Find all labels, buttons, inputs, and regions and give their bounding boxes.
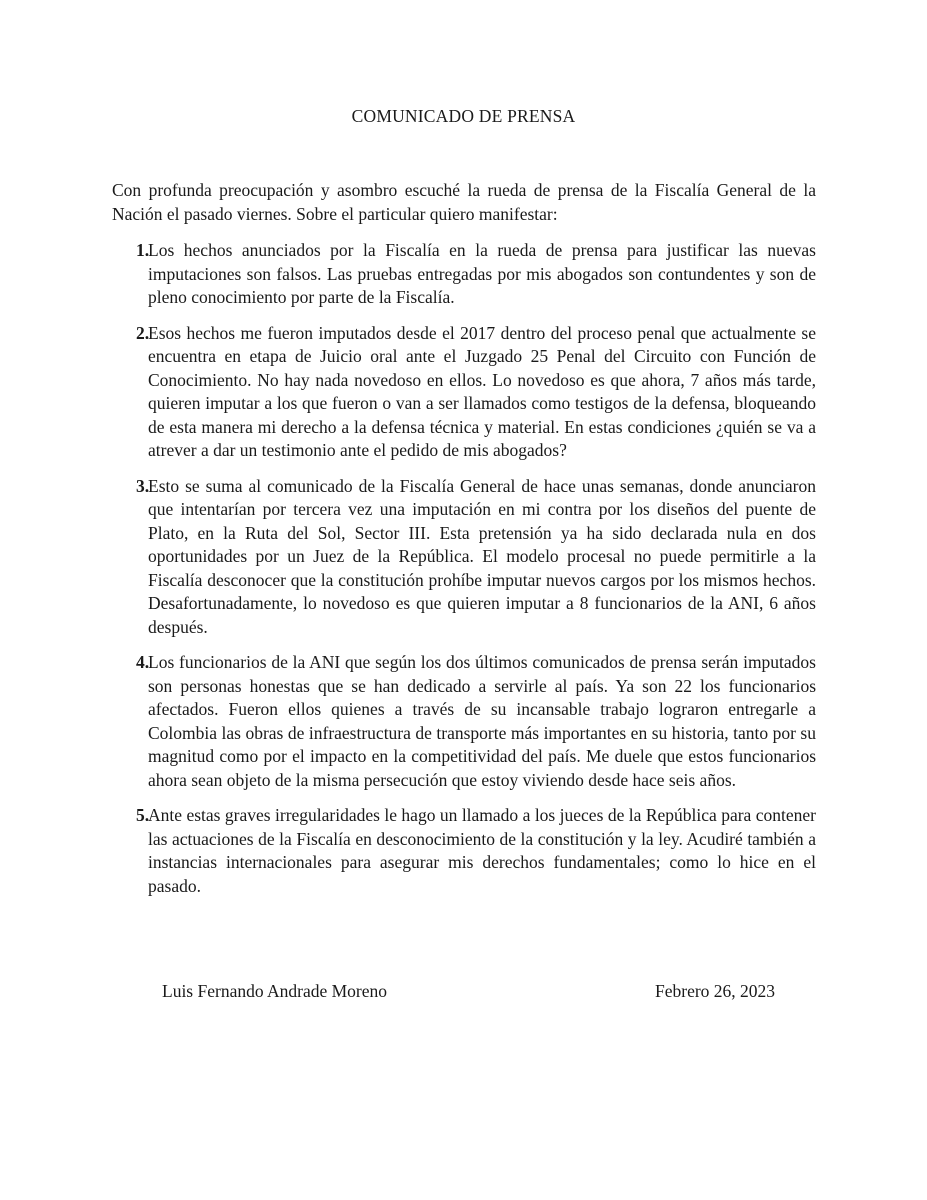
point-text: Los funcionarios de la ANI que según los dos últimos comunicados de prensa serán imputados son personas honestas que se han dedicado a servirle al país. Ya son 22 los funcionarios afectados. Fueron ellos quienes a través de su incansable trabajo lograron entregarle a Colombia las obras de infraestructura de transporte más importantes en su historia, tanto por su magnitud como por el impacto en la competitividad del país. Me duele que estos funcionarios ahora sean objeto de la misma persecución que estoy viviendo desde hace seis años.: [148, 652, 816, 790]
point-text: Esos hechos me fueron imputados desde el 2017 dentro del proceso penal que actualmente se encuentra en etapa de Juicio oral ante el Juzgado 25 Penal del Circuito con Función de Conocimiento. No hay nada novedoso en ellos. Lo novedoso es que ahora, 7 años más tarde, quieren imputar a los que fueron o van a ser llamados como testigos de la defensa, bloqueando de esta manera mi derecho a la defensa técnica y material. En estas condiciones ¿quién se va a atrever a dar un testimonio ante el pedido de mis abogados?: [148, 322, 816, 460]
list-item: [112, 475, 816, 640]
point-number: 5.: [136, 805, 150, 825]
signature-name: Luis Fernando Andrade Moreno: [162, 981, 388, 1001]
intro-paragraph: Con profunda preocupación y asombro escuché la rueda de prensa de la Fiscalía General de la Nación el pasado viernes. Sobre el particular quiero manifestar:: [112, 180, 816, 224]
point-text: Esto se suma al comunicado de la Fiscalía General de hace unas semanas, donde anunciaron que intentarían por tercera vez una imputación en mi contra por los diseños del puente de Plato, en la Ruta del Sol, Sector III. Esta pretensión ya ha sido declarada nula en dos oportunidades por un Juez de la República. El modelo procesal no puede permitirle a la Fiscalía desconocer que la constitución prohíbe imputar nuevos cargos por los mismos hechos. Desafortunadamente, lo novedoso es que quieren imputar a 8 funcionarios de la ANI, 6 años después.: [148, 475, 816, 637]
point-number: 1.: [136, 240, 150, 260]
point-text: Los hechos anunciados por la Fiscalía en la rueda de prensa para justificar las nuevas imputaciones son falsos. Las pruebas entregadas por mis abogados son contundentes y son de pleno conocimiento por parte de la Fiscalía.: [148, 240, 816, 307]
numbered-points-list: [112, 239, 816, 910]
list-item: [112, 804, 816, 898]
point-text: Ante estas graves irregularidades le hago un llamado a los jueces de la República para contener las actuaciones de la Fiscalía en desconocimiento de la constitución y la ley. Acudiré también a instancias internacionales para asegurar mis derechos fundamentales; como lo hice en el pasado.: [148, 805, 816, 896]
point-number: 4.: [136, 652, 150, 672]
list-item: [112, 322, 816, 463]
document-date: Febrero 26, 2023: [655, 981, 776, 1001]
list-item: [112, 239, 816, 310]
point-number: 2.: [136, 322, 150, 343]
list-item: [112, 651, 816, 792]
point-number: 3.: [136, 475, 150, 496]
document-title: COMUNICADO DE PRENSA: [351, 106, 576, 126]
